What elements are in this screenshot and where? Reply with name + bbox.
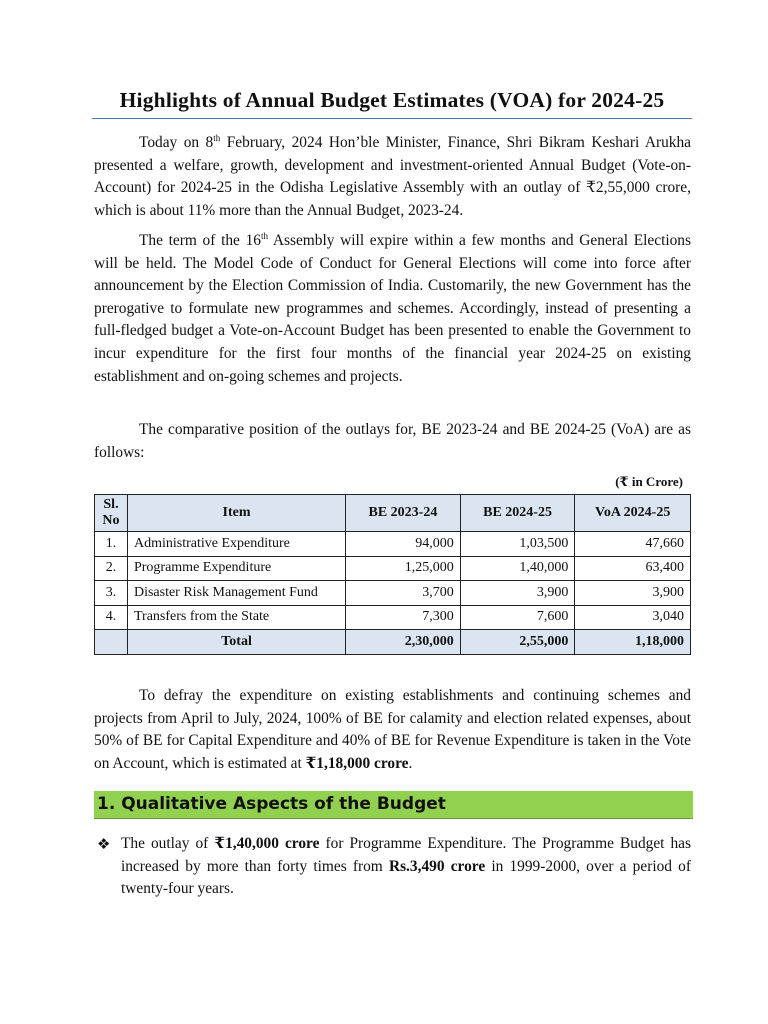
table-row <box>95 581 691 606</box>
table-row <box>95 532 691 557</box>
header-sl-no: Sl. No <box>95 495 128 532</box>
bullet-text-d: in 1999-2000, over a period of twenty-four years. <box>121 857 691 898</box>
total-be-2024-25: 2,55,000 <box>460 630 575 655</box>
header-be-2024-25: BE 2024-25 <box>460 495 575 532</box>
total-empty-cell <box>95 630 128 655</box>
p2-text-a: The term of the 16 <box>139 232 261 249</box>
p2-text-b: Assembly will expire within a few months and General Elections will be held. The Model Code of Conduct for General Elections will come into force after announcement by the Election Commission of India. Customarily, the new Government has the prerogative to formulate new programmes and schemes. Accordingly, instead of presenting a full-fledged budget a Vote-on-Account Budget has been presented to enable the Government to incur expenditure for the first four months of the financial year 2024-25 on existing establishment and on-going schemes and projects. <box>94 232 691 385</box>
row-be-2023-24: 94,000 <box>346 532 461 557</box>
page-title: Highlights of Annual Budget Estimates (VOA) for 2024-25 <box>119 88 665 112</box>
diamond-bullet-icon: ❖ <box>97 835 111 853</box>
p4-text-c: . <box>408 754 413 772</box>
row-sl: 1. <box>95 532 128 557</box>
row-item: Programme Expenditure <box>127 556 345 581</box>
row-voa-2024-25: 63,400 <box>575 556 691 581</box>
total-voa-2024-25: 1,18,000 <box>575 630 691 655</box>
comparison-intro-paragraph: The comparative position of the outlays for, BE 2023-24 and BE 2024-25 (VoA) are as follows: <box>94 421 691 461</box>
row-be-2023-24: 3,700 <box>346 581 461 606</box>
section-heading: 1. Qualitative Aspects of the Budget <box>94 791 693 819</box>
row-be-2023-24: 7,300 <box>346 605 461 630</box>
p1-superscript: th <box>213 132 221 143</box>
row-item: Administrative Expenditure <box>127 532 345 557</box>
header-item: Item <box>127 495 345 532</box>
table-row <box>95 605 691 630</box>
bullet-amount-2: Rs.3,490 crore <box>388 857 486 875</box>
bullet-text <box>121 833 691 901</box>
row-be-2024-25: 1,03,500 <box>460 532 575 557</box>
p1-text-a: Today on 8 <box>139 134 214 151</box>
p1-text-b: February, 2024 Hon’ble Minister, Finance, Shri Bikram Keshari Arukha presented a welfare, growth, development and investment-oriented Annual Budget (Vote-on-Account) for 2024-25 in the Odisha Legislative Assembly with an outlay of ₹2,55,000 crore, which is about 11% more than the Annual Budget, 2023-24. <box>94 134 691 219</box>
row-sl: 2. <box>95 556 128 581</box>
row-sl: 4. <box>95 605 128 630</box>
row-item: Transfers from the State <box>127 605 345 630</box>
bullet-amount-1: ₹1,40,000 crore <box>214 835 320 852</box>
table-row <box>95 556 691 581</box>
header-voa-2024-25: VoA 2024-25 <box>575 495 691 532</box>
bullet-text-a: The outlay of <box>121 835 215 852</box>
assembly-term-paragraph <box>94 230 691 388</box>
row-sl: 3. <box>95 581 128 606</box>
table-unit-label: (₹ in Crore) <box>615 474 683 489</box>
budget-table <box>94 494 691 655</box>
header-be-2023-24: BE 2023-24 <box>346 495 461 532</box>
row-item: Disaster Risk Management Fund <box>127 581 345 606</box>
row-voa-2024-25: 3,900 <box>575 581 691 606</box>
p2-superscript: th <box>261 230 269 241</box>
bullet-text-c: for Programme Expenditure. The Programme Budget has increased by more than forty times from <box>121 835 692 875</box>
title-underline <box>92 118 692 119</box>
p4-amount: ₹1,18,000 crore <box>305 754 409 772</box>
intro-paragraph <box>94 132 691 222</box>
row-voa-2024-25: 3,040 <box>575 605 691 630</box>
defray-paragraph <box>94 685 691 775</box>
p4-text-a: To defray the expenditure on existing establishments and continuing schemes and projects from April to July, 2024, 100% of BE for calamity and election related expenses, about 50% of BE for Capital Expenditure and 40% of BE for Revenue Expenditure is taken in the Vote on Account, which is estimated at <box>94 687 691 772</box>
table-header-row <box>95 495 691 532</box>
table-total-row <box>95 630 691 655</box>
total-label: Total <box>127 630 345 655</box>
row-be-2024-25: 1,40,000 <box>460 556 575 581</box>
row-be-2024-25: 3,900 <box>460 581 575 606</box>
row-be-2023-24: 1,25,000 <box>346 556 461 581</box>
row-voa-2024-25: 47,660 <box>575 532 691 557</box>
total-be-2023-24: 2,30,000 <box>346 630 461 655</box>
row-be-2024-25: 7,600 <box>460 605 575 630</box>
